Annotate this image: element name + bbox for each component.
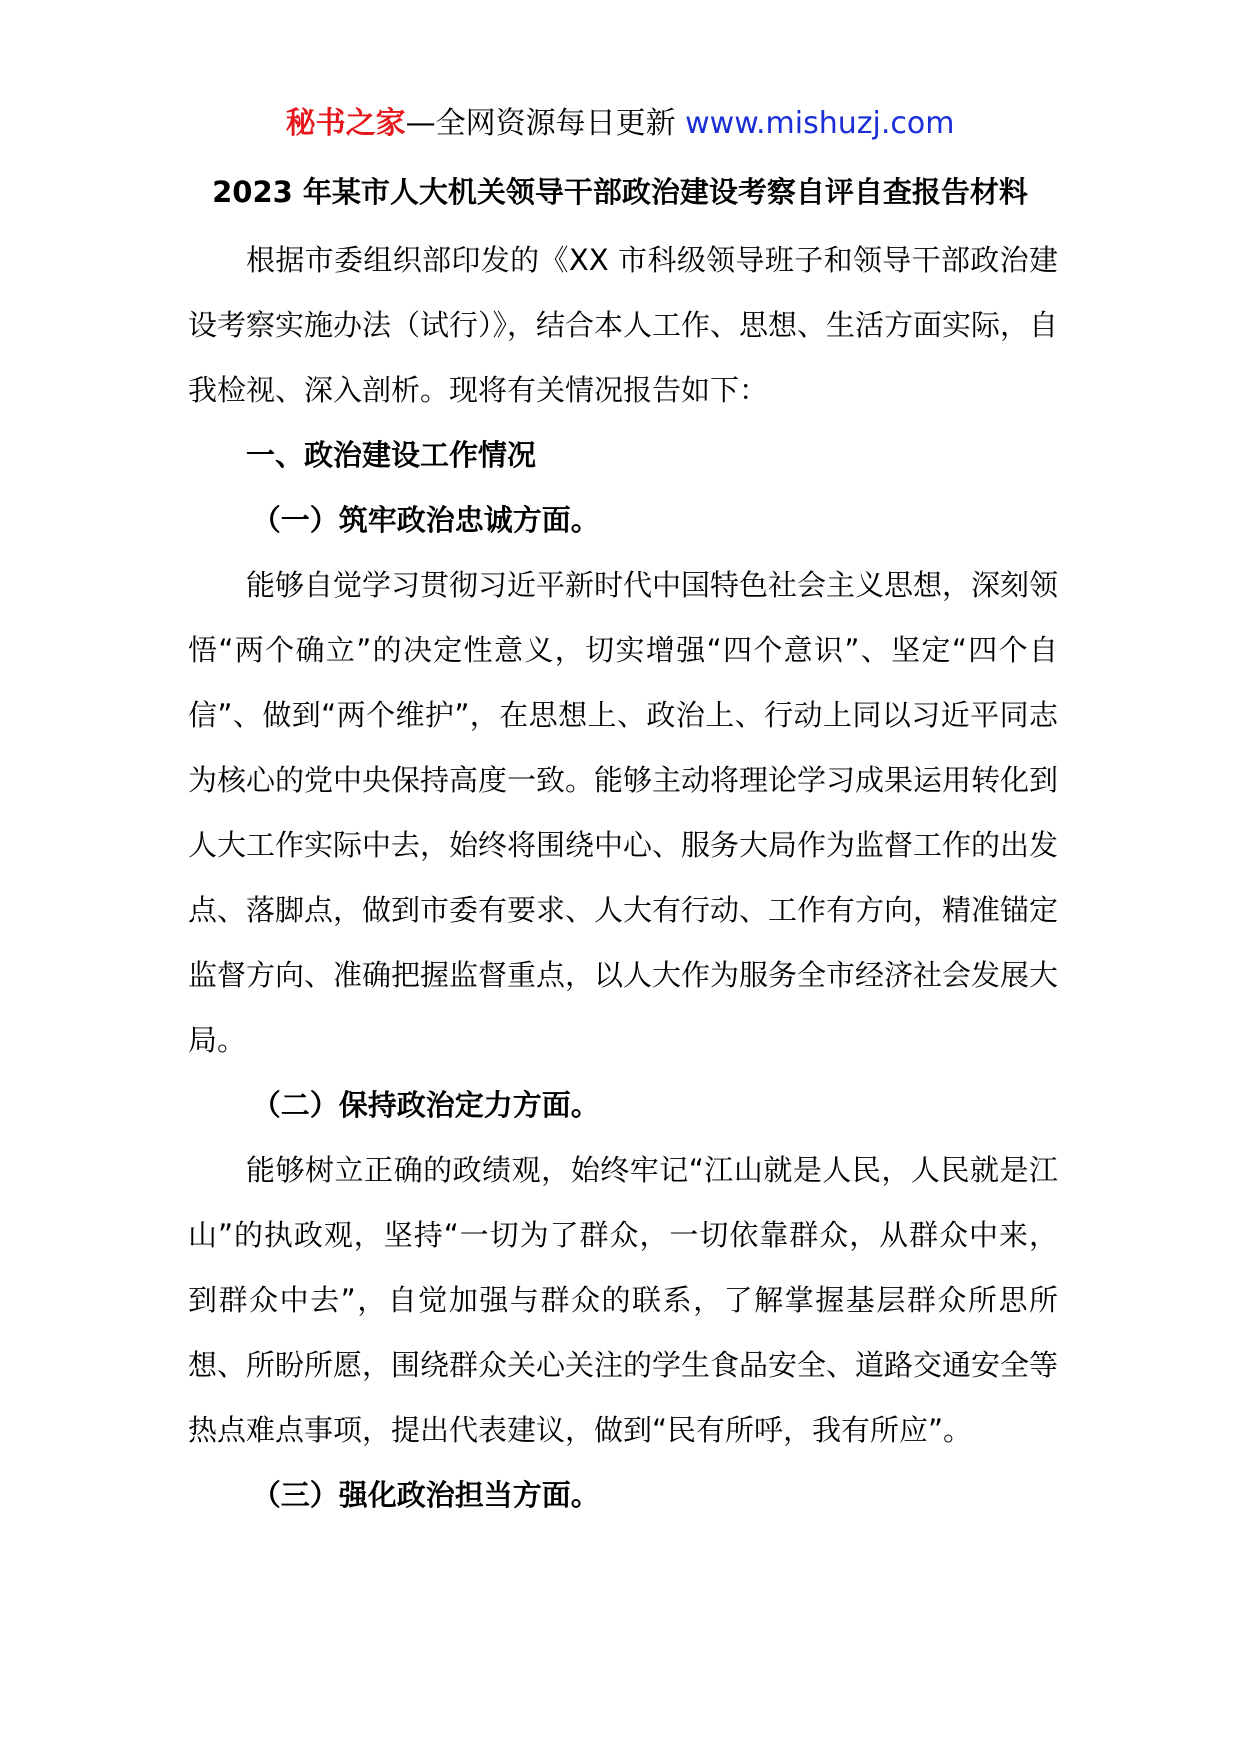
section-heading: 一、政治建设工作情况 bbox=[246, 438, 537, 472]
document-title: 2023 年某市人大机关领导干部政治建设考察自评自查报告材料 bbox=[212, 175, 1028, 209]
header-tagline: —全网资源每日更新 bbox=[405, 106, 686, 141]
body-paragraph: 能够树立正确的政绩观，始终牢记“江山就是人民，人民就是江山”的执政观，坚持“一切为了群众，一切依靠群众，从群众中来，到群众中去”，自觉加强与群众的联系，了解掌握基层群众所思所想、所盼所愿，围绕群众关心关注的学生食品安全、道路交通安全等热点难点事项，提出代表建议，做到“民有所呼，我有所应”。 bbox=[188, 1153, 1059, 1447]
subsection-heading: （一）筑牢政治忠诚方面。 bbox=[251, 503, 600, 537]
body-paragraph: 能够自觉学习贯彻习近平新时代中国特色社会主义思想，深刻领悟“两个确立”的决定性意义，切实增强“四个意识”、坚定“四个自信”、做到“两个维护”，在思想上、政治上、行动上同以习近平同志为核心的党中央保持高度一致。能够主动将理论学习成果运用转化到人大工作实际中去，始终将围绕中心、服务大局作为监督工作的出发点、落脚点，做到市委有要求、人大有行动、工作有方向，精准锚定监督方向、准确把握监督重点，以人大作为服务全市经济社会发展大局。 bbox=[188, 568, 1059, 1057]
document-body bbox=[188, 228, 1058, 1528]
brand-name: 秘书之家 bbox=[285, 106, 406, 141]
subsection-heading: （三）强化政治担当方面。 bbox=[251, 1478, 600, 1512]
site-header bbox=[0, 100, 1240, 148]
subsection-heading: （二）保持政治定力方面。 bbox=[251, 1088, 600, 1122]
site-url-link[interactable]: www.mishuzj.com bbox=[685, 106, 955, 141]
intro-paragraph: 根据市委组织部印发的《XX 市科级领导班子和领导干部政治建设考察实施办法（试行）》，结合本人工作、思想、生活方面实际，自我检视、深入剖析。现将有关情况报告如下： bbox=[188, 243, 1059, 407]
